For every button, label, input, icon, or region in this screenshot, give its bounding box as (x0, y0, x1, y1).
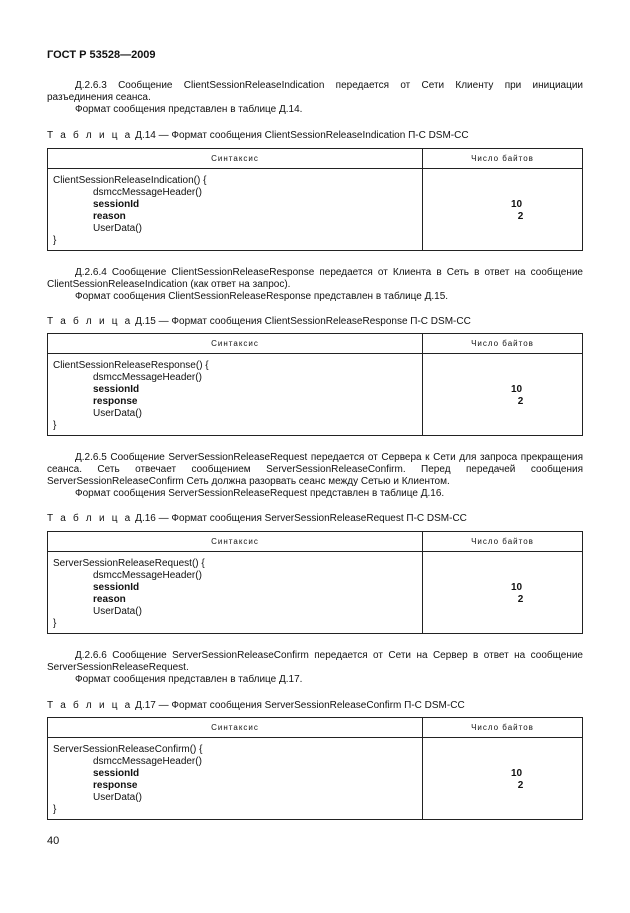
syntax-cell (48, 552, 423, 634)
code-line: } (53, 618, 57, 629)
section-paragraphs (47, 80, 583, 116)
table-caption (47, 700, 465, 712)
code-line: sessionId (93, 384, 140, 395)
table-caption-text: Д.17 — Формат сообщения ServerSessionReleaseConfirm П-С DSM-CC (135, 700, 465, 711)
paragraph: Д.2.6.5 Сообщение ServerSessionReleaseRequest передается от Сервера к Сети для запроса прекращения сеанса. Сеть отвечает сообщением ServerSessionReleaseConfirm. Перед передачей сообщения ServerSessionReleaseConfirm Сеть должна разорвать сеанс между Сетью и Клиентом. (47, 452, 583, 487)
code-line: ClientSessionReleaseIndication() { (53, 175, 207, 186)
section-paragraphs (47, 267, 583, 303)
paragraph: Формат сообщения представлен в таблице Д.14. (75, 104, 303, 115)
message-format-table (47, 717, 583, 820)
code-line: response (93, 396, 138, 407)
code-line: sessionId (93, 199, 140, 210)
code-line: UserData() (93, 223, 142, 234)
syntax-cell (48, 354, 423, 436)
message-format-table (47, 148, 583, 251)
column-header-syntax: Синтаксис (48, 532, 423, 552)
byte-count: 10 (510, 199, 523, 210)
column-header-syntax: Синтаксис (48, 718, 423, 738)
bytes-cell (423, 552, 583, 634)
code-line: ServerSessionReleaseRequest() { (53, 558, 205, 569)
code-line: reason (93, 594, 126, 605)
code-line: } (53, 804, 57, 815)
code-line: response (93, 780, 138, 791)
column-header-bytes: Число байтов (423, 532, 583, 552)
code-line: dsmccMessageHeader() (93, 372, 202, 383)
code-line: dsmccMessageHeader() (93, 756, 202, 767)
code-line: UserData() (93, 606, 142, 617)
table-caption-text: Д.16 — Формат сообщения ServerSessionReleaseRequest П-С DSM-CC (135, 513, 467, 524)
table-caption (47, 513, 467, 525)
code-line: reason (93, 211, 126, 222)
column-header-bytes: Число байтов (423, 149, 583, 169)
column-header-bytes: Число байтов (423, 334, 583, 354)
code-line: } (53, 235, 57, 246)
document-header: ГОСТ Р 53528—2009 (47, 49, 156, 61)
column-header-syntax: Синтаксис (48, 334, 423, 354)
code-line: ServerSessionReleaseConfirm() { (53, 744, 203, 755)
table-caption-prefix: Т а б л и ц а (47, 130, 133, 141)
syntax-cell (48, 169, 423, 251)
paragraph: Д.2.6.3 Сообщение ClientSessionReleaseIndication передается от Сети Клиенту при инициации разъединения сеанса. (47, 80, 583, 103)
byte-count: 2 (517, 780, 524, 791)
column-header-bytes: Число байтов (423, 718, 583, 738)
table-caption-prefix: Т а б л и ц а (47, 700, 133, 711)
message-format-table (47, 531, 583, 634)
code-line: dsmccMessageHeader() (93, 570, 202, 581)
table-caption (47, 316, 471, 328)
code-line: UserData() (93, 408, 142, 419)
bytes-cell (423, 354, 583, 436)
paragraph: Д.2.6.4 Сообщение ClientSessionReleaseResponse передается от Клиента в Сеть в ответ на сообщение ClientSessionReleaseIndication (как ответ на запрос). (47, 267, 583, 290)
section-paragraphs (47, 452, 583, 500)
table-caption-text: Д.14 — Формат сообщения ClientSessionReleaseIndication П-С DSM-CC (135, 130, 469, 141)
syntax-cell (48, 738, 423, 820)
paragraph: Формат сообщения ServerSessionReleaseRequest представлен в таблице Д.16. (75, 488, 445, 499)
code-line: sessionId (93, 582, 140, 593)
table-caption (47, 130, 469, 142)
code-line: ClientSessionReleaseResponse() { (53, 360, 209, 371)
code-line: sessionId (93, 768, 140, 779)
byte-count: 2 (517, 396, 524, 407)
byte-count: 2 (517, 594, 524, 605)
paragraph: Формат сообщения представлен в таблице Д.17. (75, 674, 303, 685)
table-caption-text: Д.15 — Формат сообщения ClientSessionReleaseResponse П-С DSM-CC (135, 316, 471, 327)
paragraph: Д.2.6.6 Сообщение ServerSessionReleaseConfirm передается от Сети на Сервер в ответ на сообщение ServerSessionReleaseRequest. (47, 650, 583, 673)
paragraph: Формат сообщения ClientSessionReleaseResponse представлен в таблице Д.15. (75, 291, 449, 302)
table-caption-prefix: Т а б л и ц а (47, 316, 133, 327)
table-caption-prefix: Т а б л и ц а (47, 513, 133, 524)
byte-count: 2 (517, 211, 524, 222)
code-line: UserData() (93, 792, 142, 803)
byte-count: 10 (510, 768, 523, 779)
byte-count: 10 (510, 582, 523, 593)
bytes-cell (423, 738, 583, 820)
message-format-table (47, 333, 583, 436)
byte-count: 10 (510, 384, 523, 395)
bytes-cell (423, 169, 583, 251)
section-paragraphs (47, 650, 583, 686)
page-number: 40 (47, 835, 60, 847)
code-line: } (53, 420, 57, 431)
column-header-syntax: Синтаксис (48, 149, 423, 169)
code-line: dsmccMessageHeader() (93, 187, 202, 198)
